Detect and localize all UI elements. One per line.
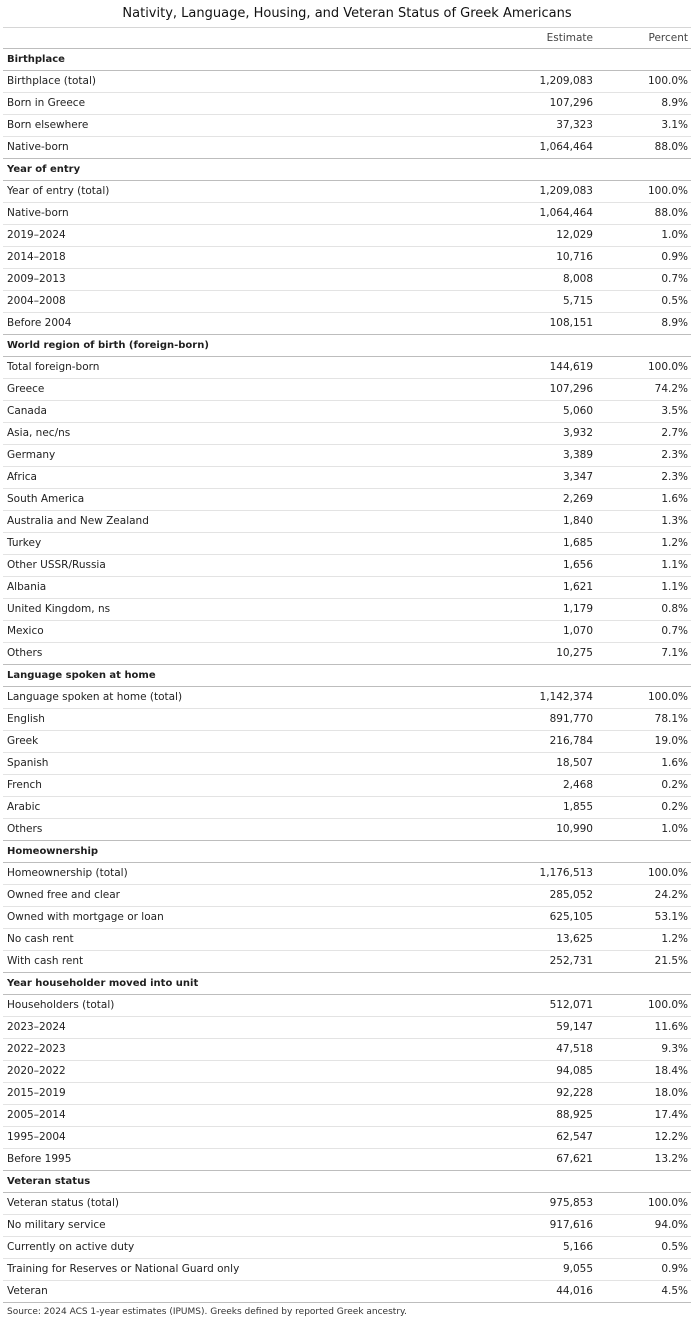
table-row [3,533,691,555]
table-row [3,819,691,840]
row-label: Turkey [7,537,42,549]
row-estimate: 1,685 [562,537,593,549]
row-estimate: 8,008 [562,273,593,285]
row-label: Greek [7,735,39,747]
row-label: Greece [7,383,45,395]
row-estimate: 1,621 [562,581,593,593]
row-label: 2004–2008 [7,295,66,307]
row-label: Canada [7,405,47,417]
table-row [3,1105,691,1127]
row-estimate: 10,275 [556,647,593,659]
table-row [3,1061,691,1083]
row-estimate: 107,296 [549,97,593,109]
table-row [3,643,691,664]
row-label: 2019–2024 [7,229,66,241]
row-estimate: 67,621 [556,1153,593,1165]
row-label: English [7,713,45,725]
table-row [3,1127,691,1149]
table-row [3,1259,691,1281]
row-percent: 94.0% [654,1219,688,1231]
row-percent: 53.1% [654,911,688,923]
table-row [3,401,691,423]
column-header-percent: Percent [648,32,688,44]
table-row [3,269,691,291]
row-estimate: 2,269 [562,493,593,505]
row-estimate: 5,715 [562,295,593,307]
row-label: 2020–2022 [7,1065,66,1077]
section-title: Veteran status [3,1171,691,1193]
stats-table [3,0,691,1321]
row-label: Training for Reserves or National Guard only [7,1263,240,1275]
row-percent: 100.0% [647,75,688,87]
row-percent: 9.3% [661,1043,688,1055]
row-estimate: 1,209,083 [539,185,593,197]
table-row [3,1281,691,1302]
table-row [3,907,691,929]
row-estimate: 94,085 [556,1065,593,1077]
row-label: Other USSR/Russia [7,559,106,571]
table-row [3,599,691,621]
row-label: Before 1995 [7,1153,72,1165]
table-section [3,665,691,841]
row-label: Before 2004 [7,317,72,329]
row-estimate: 1,840 [562,515,593,527]
table-section [3,49,691,159]
row-percent: 1.6% [661,757,688,769]
row-label: Others [7,647,43,659]
row-label: Veteran status (total) [7,1197,119,1209]
row-estimate: 62,547 [556,1131,593,1143]
source-note: Source: 2024 ACS 1-year estimates (IPUMS). Greeks defined by reported Greek ancestry. [7,1307,407,1317]
row-percent: 1.0% [661,229,688,241]
row-percent: 100.0% [647,867,688,879]
row-estimate: 5,060 [562,405,593,417]
row-label: No military service [7,1219,106,1231]
row-label: No cash rent [7,933,74,945]
row-percent: 88.0% [654,141,688,153]
table-section [3,973,691,1171]
table-row [3,687,691,709]
row-percent: 1.1% [661,559,688,571]
table-section [3,335,691,665]
row-percent: 11.6% [654,1021,688,1033]
table-row [3,951,691,972]
row-label: Owned with mortgage or loan [7,911,164,923]
row-estimate: 2,468 [562,779,593,791]
row-percent: 21.5% [654,955,688,967]
row-label: Spanish [7,757,49,769]
column-header-estimate: Estimate [546,32,593,44]
row-percent: 1.2% [661,933,688,945]
row-percent: 1.3% [661,515,688,527]
table-row [3,1149,691,1170]
section-title: Year of entry [3,159,691,181]
table-row [3,489,691,511]
row-percent: 18.4% [654,1065,688,1077]
row-estimate: 1,064,464 [539,207,593,219]
row-percent: 74.2% [654,383,688,395]
row-percent: 13.2% [654,1153,688,1165]
row-label: 1995–2004 [7,1131,66,1143]
row-label: Germany [7,449,56,461]
row-label: 2009–2013 [7,273,66,285]
row-estimate: 216,784 [549,735,593,747]
row-label: Language spoken at home (total) [7,691,183,703]
row-percent: 0.8% [661,603,688,615]
row-estimate: 1,855 [562,801,593,813]
table-section [3,159,691,335]
table-row [3,577,691,599]
row-estimate: 13,625 [556,933,593,945]
row-label: Asia, nec/ns [7,427,71,439]
table-title: Nativity, Language, Housing, and Veteran Status of Greek Americans [3,0,691,28]
row-percent: 1.0% [661,823,688,835]
row-label: 2022–2023 [7,1043,66,1055]
row-percent: 18.0% [654,1087,688,1099]
row-percent: 1.1% [661,581,688,593]
row-percent: 0.5% [661,1241,688,1253]
row-estimate: 975,853 [549,1197,593,1209]
row-estimate: 625,105 [549,911,593,923]
row-estimate: 92,228 [556,1087,593,1099]
section-title: Birthplace [3,49,691,71]
row-percent: 88.0% [654,207,688,219]
row-label: United Kingdom, ns [7,603,111,615]
table-row [3,731,691,753]
row-estimate: 1,064,464 [539,141,593,153]
table-section [3,1171,691,1303]
section-title: Homeownership [3,841,691,863]
row-estimate: 285,052 [549,889,593,901]
table-row [3,423,691,445]
table-row [3,445,691,467]
table-row [3,1017,691,1039]
table-row [3,225,691,247]
row-percent: 78.1% [654,713,688,725]
row-estimate: 1,176,513 [539,867,593,879]
table-row [3,1083,691,1105]
table-row [3,467,691,489]
row-label: Homeownership (total) [7,867,128,879]
row-label: Africa [7,471,37,483]
row-percent: 100.0% [647,999,688,1011]
row-estimate: 107,296 [549,383,593,395]
row-estimate: 37,323 [556,119,593,131]
row-label: 2005–2014 [7,1109,66,1121]
row-percent: 4.5% [661,1285,688,1297]
table-row [3,775,691,797]
table-row [3,247,691,269]
row-percent: 0.5% [661,295,688,307]
row-label: Others [7,823,43,835]
table-row [3,995,691,1017]
row-percent: 12.2% [654,1131,688,1143]
row-estimate: 1,070 [562,625,593,637]
row-estimate: 252,731 [549,955,593,967]
table-row [3,115,691,137]
row-percent: 2.3% [661,471,688,483]
section-title: Year householder moved into unit [3,973,691,995]
row-label: 2023–2024 [7,1021,66,1033]
row-label: South America [7,493,85,505]
table-row [3,379,691,401]
section-title: Language spoken at home [3,665,691,687]
row-estimate: 3,389 [562,449,593,461]
table-row [3,313,691,334]
row-percent: 3.5% [661,405,688,417]
row-label: Albania [7,581,47,593]
row-label: Arabic [7,801,41,813]
table-row [3,621,691,643]
row-percent: 0.2% [661,779,688,791]
table-row [3,357,691,379]
row-percent: 0.9% [661,251,688,263]
row-percent: 100.0% [647,361,688,373]
table-section [3,841,691,973]
table-row [3,929,691,951]
row-label: Year of entry (total) [7,185,110,197]
row-label: Mexico [7,625,44,637]
row-label: Owned free and clear [7,889,121,901]
column-header-row [3,28,691,49]
row-estimate: 5,166 [562,1241,593,1253]
row-label: Veteran [7,1285,48,1297]
table-row [3,863,691,885]
table-row [3,511,691,533]
row-percent: 8.9% [661,97,688,109]
table-row [3,93,691,115]
row-label: Native-born [7,141,69,153]
row-percent: 100.0% [647,1197,688,1209]
row-estimate: 44,016 [556,1285,593,1297]
table-row [3,797,691,819]
table-row [3,1193,691,1215]
row-estimate: 512,071 [549,999,593,1011]
row-estimate: 12,029 [556,229,593,241]
row-percent: 2.3% [661,449,688,461]
row-percent: 8.9% [661,317,688,329]
table-row [3,709,691,731]
row-estimate: 144,619 [549,361,593,373]
row-estimate: 10,716 [556,251,593,263]
row-label: Born elsewhere [7,119,89,131]
row-estimate: 9,055 [562,1263,593,1275]
row-estimate: 108,151 [549,317,593,329]
row-estimate: 10,990 [556,823,593,835]
section-title: World region of birth (foreign-born) [3,335,691,357]
row-estimate: 1,179 [562,603,593,615]
row-percent: 0.9% [661,1263,688,1275]
row-percent: 2.7% [661,427,688,439]
row-label: Currently on active duty [7,1241,135,1253]
table-row [3,71,691,93]
row-label: Native-born [7,207,69,219]
row-percent: 100.0% [647,691,688,703]
row-estimate: 3,932 [562,427,593,439]
row-percent: 0.2% [661,801,688,813]
row-estimate: 891,770 [549,713,593,725]
row-label: Householders (total) [7,999,115,1011]
table-row [3,203,691,225]
row-percent: 100.0% [647,185,688,197]
row-label: Total foreign-born [7,361,100,373]
row-percent: 3.1% [661,119,688,131]
table-row [3,291,691,313]
table-row [3,1237,691,1259]
row-estimate: 917,616 [549,1219,593,1231]
row-percent: 17.4% [654,1109,688,1121]
table-row [3,555,691,577]
table-row [3,753,691,775]
row-estimate: 47,518 [556,1043,593,1055]
row-estimate: 1,656 [562,559,593,571]
row-percent: 1.2% [661,537,688,549]
row-label: 2015–2019 [7,1087,66,1099]
row-label: French [7,779,42,791]
row-percent: 7.1% [661,647,688,659]
row-estimate: 1,142,374 [539,691,593,703]
row-label: Australia and New Zealand [7,515,149,527]
row-label: Birthplace (total) [7,75,96,87]
row-percent: 0.7% [661,273,688,285]
row-estimate: 3,347 [562,471,593,483]
row-percent: 1.6% [661,493,688,505]
row-percent: 19.0% [654,735,688,747]
table-row [3,1215,691,1237]
row-label: Born in Greece [7,97,86,109]
table-body [3,49,691,1303]
row-estimate: 88,925 [556,1109,593,1121]
table-row [3,1039,691,1061]
row-label: With cash rent [7,955,84,967]
table-row [3,181,691,203]
row-estimate: 18,507 [556,757,593,769]
row-estimate: 59,147 [556,1021,593,1033]
row-percent: 24.2% [654,889,688,901]
row-estimate: 1,209,083 [539,75,593,87]
row-percent: 0.7% [661,625,688,637]
table-row [3,885,691,907]
row-label: 2014–2018 [7,251,66,263]
table-row [3,137,691,158]
